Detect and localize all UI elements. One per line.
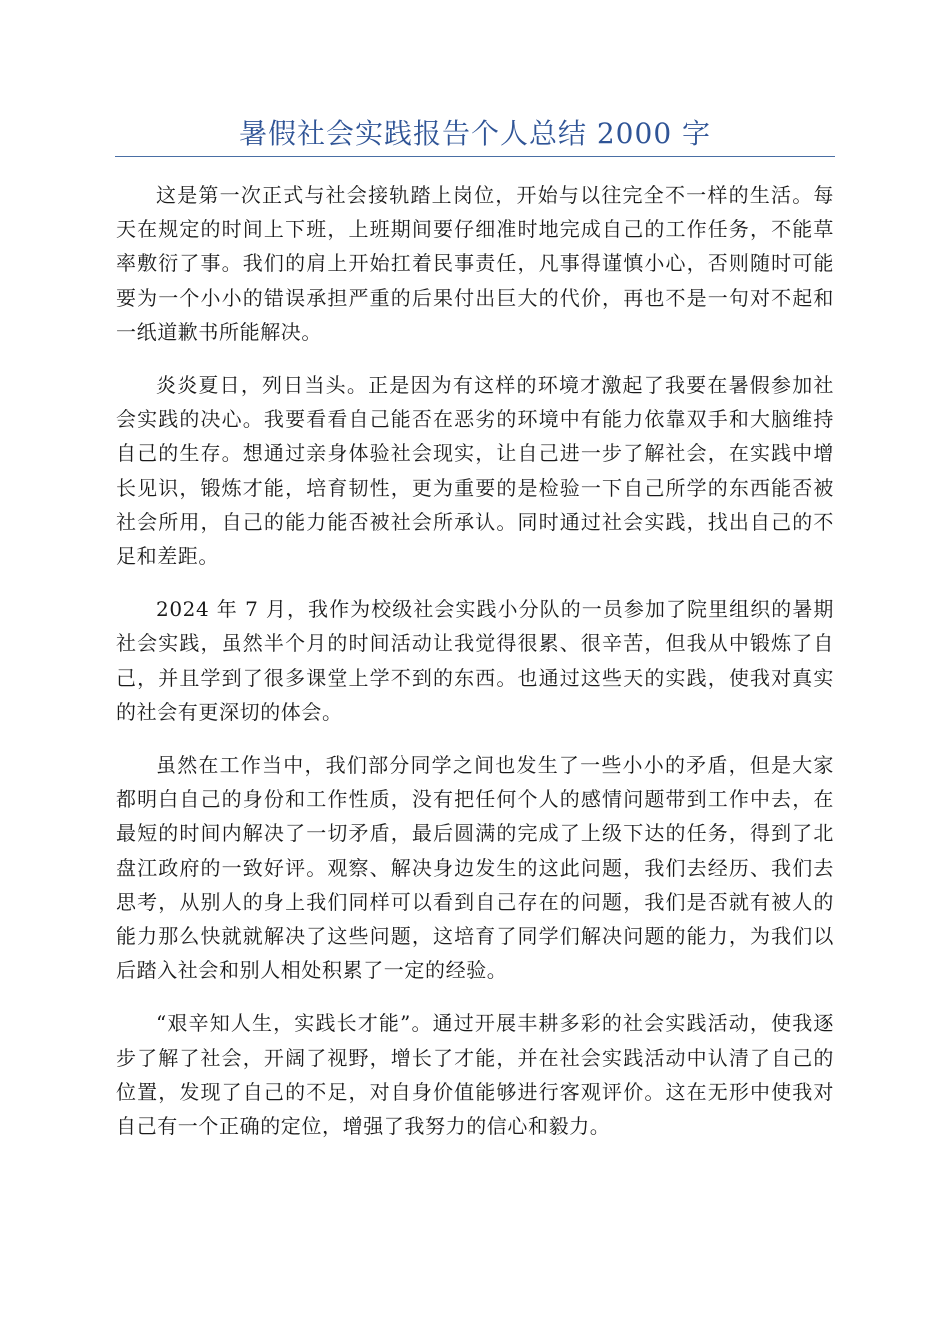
paragraph-1: 这是第一次正式与社会接轨踏上岗位，开始与以往完全不一样的生活。每天在规定的时间上下班，上班期间要仔细准时地完成自己的工作任务，不能草率敷衍了事。我们的肩上开始扛着民事责任，凡事得谨慎小心，否则随时可能要为一个小小的错误承担严重的后果付出巨大的代价，再也不是一句对不起和一纸道歉书所能解决。 — [116, 183, 834, 344]
paragraph-5: “艰辛知人生，实践长才能”。通过开展丰耕多彩的社会实践活动，使我逐步了解了社会，开阔了视野，增长了才能，并在社会实践活动中认清了自己的位置，发现了自己的不足，对自身价值能够进行客观评价。这在无形中使我对自己有一个正确的定位，增强了我努力的信心和毅力。 — [116, 1011, 834, 1139]
document-body — [116, 178, 834, 1162]
title-block — [115, 112, 835, 157]
document-title: 暑假社会实践报告个人总结 2000 字 — [238, 117, 712, 150]
paragraph-2: 炎炎夏日，列日当头。正是因为有这样的环境才激起了我要在暑假参加社会实践的决心。我要看看自己能否在恶劣的环境中有能力依靠双手和大脑维持自己的生存。想通过亲身体验社会现实，让自己进一步了解社会，在实践中增长见识，锻炼才能，培育韧性，更为重要的是检验一下自己所学的东西能否被社会所用，自己的能力能否被社会所承认。同时通过社会实践，找出自己的不足和差距。 — [116, 373, 834, 569]
paragraph-3: 2024 年 7 月，我作为校级社会实践小分队的一员参加了院里组织的暑期社会实践，虽然半个月的时间活动让我觉得很累、很辛苦，但我从中锻炼了自己，并且学到了很多课堂上学不到的东西。也通过这些天的实践，使我对真实的社会有更深切的体会。 — [116, 597, 834, 724]
paragraph-4: 虽然在工作当中，我们部分同学之间也发生了一些小小的矛盾，但是大家都明白自己的身份和工作性质，没有把任何个人的感情问题带到工作中去，在最短的时间内解决了一切矛盾，最后圆满的完成了上级下达的任务，得到了北盘江政府的一致好评。观察、解决身边发生的这此问题，我们去经历、我们去思考，从别人的身上我们同样可以看到自己存在的问题，我们是否就有被人的能力那么快就就解决了这些问题，这培育了同学们解决问题的能力，为我们以后踏入社会和别人相处积累了一定的经验。 — [116, 753, 834, 983]
